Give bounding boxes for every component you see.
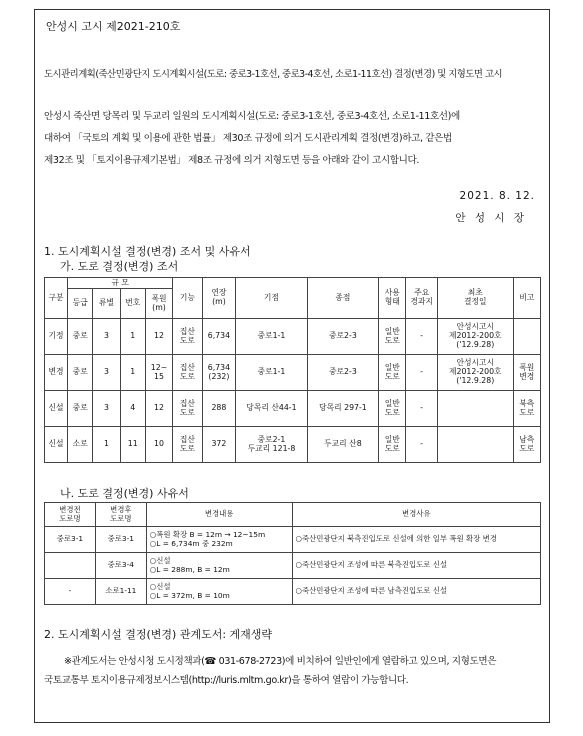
cell-beonho: 4: [120, 391, 145, 427]
cell-choecho: [437, 427, 513, 463]
cell-jongjeom: 두교리 산8: [307, 427, 378, 463]
cell-yeonjang: 288: [202, 391, 236, 427]
header-deunggeup: 등급: [68, 289, 93, 319]
section-1a-title: 가. 도로 결정(변경) 조서: [60, 260, 179, 273]
table-row: [45, 355, 541, 391]
cell-yeonjang: 6,734: [202, 319, 236, 355]
cell-pok: 12: [145, 391, 172, 427]
header-before: 변경전 도로명: [45, 503, 96, 527]
cell-choecho: 안성시고시 제2012-200호 ('12.9.28): [437, 319, 513, 355]
cell-beonho: 11: [120, 427, 145, 463]
cell-after: 중로3-1: [95, 527, 146, 553]
cell-juyo: -: [406, 355, 438, 391]
header-gijeom: 기점: [236, 278, 307, 319]
cell-reason: ○죽산민광단지 북측진입도로 신설에 의한 일부 폭원 확장 변경: [292, 527, 540, 553]
cell-before: [45, 553, 96, 579]
table-row: [45, 427, 541, 463]
cell-sayong: 일반 도로: [379, 391, 406, 427]
cell-pok: 12~ 15: [145, 355, 172, 391]
header-beonho: 번호: [120, 289, 145, 319]
cell-jongjeom: 중로2-3: [307, 355, 378, 391]
cell-reason: ○죽산민광단지 조성에 따른 북측진입도로 신설: [292, 553, 540, 579]
body-line-1: 안성시 죽산면 당목리 및 두교리 일원의 도시계획시설(도로: 중로3-1호선, 중로3-4호선, 소로1-11호선)에: [44, 111, 460, 122]
notice-number: 안성시 고시 제2021-210호: [46, 20, 181, 33]
cell-deunggeup: 중로: [68, 391, 93, 427]
cell-juyo: -: [406, 391, 438, 427]
cell-gineung: 집산 도로: [173, 427, 202, 463]
road-reason-table: [44, 502, 541, 605]
cell-after: 중로3-4: [95, 553, 146, 579]
cell-gubun: 변경: [45, 355, 68, 391]
header-gineung: 기능: [173, 278, 202, 319]
cell-choecho: 안성시고시 제2012-200호 ('12.9.28): [437, 355, 513, 391]
header-gyumo: 규 모: [68, 278, 173, 289]
cell-jongjeom: 당목리 297-1: [307, 391, 378, 427]
cell-choecho: [437, 391, 513, 427]
cell-yeonjang: 6,734 (232): [202, 355, 236, 391]
table-row: [45, 319, 541, 355]
section-1-title: 1. 도시계획시설 결정(변경) 조서 및 사유서: [44, 245, 251, 258]
header-content: 변경내용: [146, 503, 292, 527]
road-decision-table: [44, 277, 541, 463]
section-2-title: 2. 도시계획시설 결정(변경) 관계도서: 게재생략: [44, 628, 273, 641]
table-row: [45, 579, 541, 605]
cell-ryubyeol: 3: [93, 319, 120, 355]
header-jongjeom: 종점: [307, 278, 378, 319]
table-row: [45, 553, 541, 579]
header-yeonjang: 연장 (m): [202, 278, 236, 319]
cell-deunggeup: 중로: [68, 355, 93, 391]
cell-bigo: 남측 도로: [513, 427, 540, 463]
cell-after: 소로1-11: [95, 579, 146, 605]
cell-juyo: -: [406, 427, 438, 463]
body-line-2: 대하여 「국토의 계획 및 이용에 관한 법률」 제30조 규정에 의거 도시관리계획 결정(변경)하고, 같은법: [44, 133, 452, 144]
cell-ryubyeol: 1: [93, 427, 120, 463]
header-sayong: 사용 형태: [379, 278, 406, 319]
cell-gijeom: 중로1-1: [236, 355, 307, 391]
cell-beonho: 1: [120, 319, 145, 355]
cell-bigo: [513, 319, 540, 355]
cell-content: ○신설 ○L = 288m, B = 12m: [146, 553, 292, 579]
header-after: 변경후 도로명: [95, 503, 146, 527]
header-pok: 폭원 (m): [145, 289, 172, 319]
cell-content: ○폭원 확장 B = 12m → 12~15m ○L = 6,734m 중 232m: [146, 527, 292, 553]
cell-deunggeup: 소로: [68, 427, 93, 463]
cell-sayong: 일반 도로: [379, 319, 406, 355]
cell-ryubyeol: 3: [93, 391, 120, 427]
cell-ryubyeol: 3: [93, 355, 120, 391]
note-line-1: ※관계도서는 안성시청 도시정책과(☎ 031-678-2723)에 비치하여 일반인에게 열람하고 있으며, 지형도면은: [64, 656, 497, 667]
cell-reason: ○죽산민광단지 조성에 따른 남측진입도로 신설: [292, 579, 540, 605]
table-row: [45, 527, 541, 553]
cell-yeonjang: 372: [202, 427, 236, 463]
cell-gijeom: 당목리 산44-1: [236, 391, 307, 427]
cell-sayong: 일반 도로: [379, 355, 406, 391]
cell-gineung: 집산 도로: [173, 319, 202, 355]
cell-gijeom: 중로2-1 두교리 121-8: [236, 427, 307, 463]
cell-content: ○신설 ○L = 372m, B = 10m: [146, 579, 292, 605]
body-line-3: 제32조 및 「토지이용규제기본법」 제8조 규정에 의거 지형도면 등을 아래와 같이 고시합니다.: [44, 155, 420, 166]
cell-before: 중로3-1: [45, 527, 96, 553]
header-choecho: 최초 결정일: [437, 278, 513, 319]
cell-before: -: [45, 579, 96, 605]
cell-bigo: 북측 도로: [513, 391, 540, 427]
notice-date: 2021. 8. 12.: [459, 190, 535, 202]
issuer: 안 성 시 장: [455, 212, 527, 224]
cell-beonho: 1: [120, 355, 145, 391]
cell-gineung: 집산 도로: [173, 355, 202, 391]
cell-sayong: 일반 도로: [379, 427, 406, 463]
header-reason: 변경사유: [292, 503, 540, 527]
header-ryubyeol: 류별: [93, 289, 120, 319]
header-bigo: 비고: [513, 278, 540, 319]
header-juyo: 주요 경과지: [406, 278, 438, 319]
table-row: [45, 391, 541, 427]
cell-gineung: 집산 도로: [173, 391, 202, 427]
cell-gubun: 신설: [45, 391, 68, 427]
cell-juyo: -: [406, 319, 438, 355]
cell-deunggeup: 중로: [68, 319, 93, 355]
section-1b-title: 나. 도로 결정(변경) 사유서: [60, 487, 189, 500]
header-gubun: 구분: [45, 278, 68, 319]
cell-pok: 12: [145, 319, 172, 355]
cell-gubun: 기정: [45, 319, 68, 355]
cell-jongjeom: 중로2-3: [307, 319, 378, 355]
notice-subject: 도시관리계획(죽산민광단지 도시계획시설(도로: 중로3-1호선, 중로3-4호선, 소로1-11호선) 결정(변경) 및 지형도면 고시: [44, 69, 503, 80]
note-line-2: 국토교통부 토지이용규제정보시스템(http://luris.mltm.go.kr)을 통하여 열람이 가능합니다.: [44, 675, 409, 686]
cell-gijeom: 중로1-1: [236, 319, 307, 355]
cell-pok: 10: [145, 427, 172, 463]
cell-bigo: 폭원 변경: [513, 355, 540, 391]
cell-gubun: 신설: [45, 427, 68, 463]
